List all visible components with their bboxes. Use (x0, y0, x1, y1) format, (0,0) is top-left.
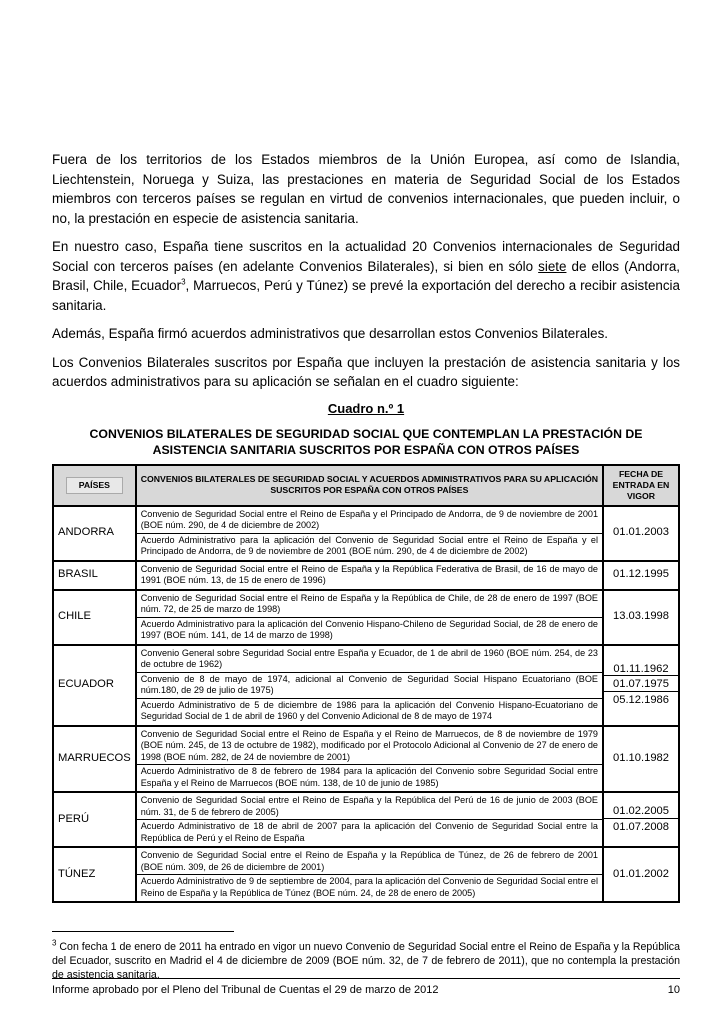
agreement-entry: Acuerdo Administrativo para la aplicación del Convenio Hispano-Chileno de Seguridad Social, de 28 de enero de 1997 (BOE núm. 141, de 14 de marzo de 1998) (137, 617, 602, 643)
table-header-row (53, 465, 679, 506)
footnote (52, 940, 680, 982)
agreement-entry: Acuerdo Administrativo para la aplicación del Convenio de Seguridad Social entre el Reino de España y el Principado de Andorra, de 9 de noviembre de 2001 (BOE núm. 290, de 4 de diciembre de 2002) (137, 533, 602, 559)
header-fecha: FECHA DE ENTRADA EN VIGOR (603, 465, 679, 506)
agreement-entry: Convenio de Seguridad Social entre el Reino de España y la República de Túnez, de 26 de febrero de 2001 (BOE núm. 309, de 26 de diciembre de 2001) (140, 850, 598, 872)
agreements-cell (136, 792, 603, 847)
agreements-cell (136, 561, 603, 590)
entry-date: 01.01.2003 (613, 526, 669, 539)
agreements-cell (136, 645, 603, 726)
agreement-entry: Acuerdo Administrativo de 5 de diciembre de 1986 para la aplicación del Convenio Hispano-Ecuatoriano de Seguridad Social de 1 de abril de 1960 y del Convenio Adicional de 8 de mayo de 1974 (137, 698, 602, 724)
agreement-entry: Convenio de Seguridad Social entre el Reino de España y el Reino de Marruecos, de 8 de noviembre de 1979 (BOE núm. 245, de 13 de octubre de 1982), modificado por el Protocolo Adicional al Convenio de 27 de enero de 1998 (BOE núm. 282, de 24 de noviembre de 2001) (140, 728, 598, 762)
agreements-cell (136, 506, 603, 561)
agreement-entry: Convenio de Seguridad Social entre el Reino de España y la República de Chile, de 28 de enero de 1997 (BOE núm. 72, de 25 de marzo de 1998) (140, 592, 598, 614)
agreement-entry: Acuerdo Administrativo de 8 de febrero de 1984 para la aplicación del Convenio sobre Seguridad Social entre España y el Reino de Marruecos (BOE núm. 138, de 10 de junio de 1985) (137, 764, 602, 790)
footnote-ref[interactable]: 3 (181, 277, 186, 287)
date-cell (603, 506, 679, 561)
table-label: Cuadro n.º 1 (327, 400, 405, 416)
paragraph-2-part-c: , Marruecos, Perú y Túnez) se prevé la exportación del derecho a recibir asistencia sanitaria. (52, 278, 680, 313)
paragraph-1: Fuera de los territorios de los Estados miembros de la Unión Europea, así como de Islandia, Liechtenstein, Noruega y Suiza, las prestaciones en materia de Seguridad Social de los Estados miembros con terceros países se regulan en virtud de convenios internacionales, que pueden incluir, o no, la prestación en especie de asistencia sanitaria. (52, 152, 680, 226)
paragraph-2-part-b: de ellos (Andorra, Brasil, Chile, Ecuador (52, 258, 680, 293)
entry-date: 01.12.1995 (613, 568, 669, 581)
entry-date: 01.07.1975 (604, 675, 678, 691)
date-cell (603, 726, 679, 793)
page-content (52, 150, 680, 982)
country-cell: ECUADOR (53, 645, 136, 726)
table-row (53, 645, 679, 726)
country-cell: BRASIL (53, 561, 136, 590)
table-row (53, 561, 679, 590)
paragraph-4: Los Convenios Bilaterales suscritos por España que incluyen la prestación de asistencia sanitaria y los acuerdos administrativos para su aplicación se señalan en el cuadro siguiente: (52, 354, 680, 389)
footer-text: Informe aprobado por el Pleno del Tribunal de Cuentas el 29 de marzo de 2012 (52, 984, 439, 996)
paragraph-2 (52, 237, 680, 315)
table-row (53, 847, 679, 902)
agreement-entry: Acuerdo Administrativo de 9 de septiembre de 2004, para la aplicación del Convenio de Seguridad Social entre el Reino de España y la República de Túnez (BOE núm. 24, de 28 de enero de 2005) (137, 874, 602, 900)
paragraph-2-part-a: En nuestro caso, España tiene suscritos en la actualidad 20 Convenios internacionales de Seguridad Social con terceros países (en adelante Convenios Bilaterales), si bien en sólo (52, 239, 680, 274)
entry-date: 01.10.1982 (613, 752, 669, 764)
country-cell: CHILE (53, 590, 136, 645)
agreement-entry: Convenio de Seguridad Social entre el Reino de España y la República Federativa de Brasil, de 16 de mayo de 1991 (BOE núm. 13, de 15 de enero de 1996) (140, 563, 598, 585)
entry-date: 01.01.2002 (613, 867, 669, 880)
agreements-cell (136, 590, 603, 645)
agreement-entry: Convenio de Seguridad Social entre el Reino de España y el Principado de Andorra, de 9 de noviembre de 2001 (BOE núm. 290, de 4 de diciembre de 2002) (140, 508, 598, 530)
footnote-divider (52, 931, 234, 932)
date-cell (603, 792, 679, 847)
date-cell (603, 561, 679, 590)
date-cell (603, 847, 679, 902)
underlined-word: siete (538, 258, 567, 274)
date-cell (603, 645, 679, 726)
country-cell: MARRUECOS (53, 726, 136, 793)
entry-date: 01.02.2005 (613, 805, 669, 817)
agreement-entry: Acuerdo Administrativo de 18 de abril de 2007 para la aplicación del Convenio de Seguridad Social entre la República de Perú y el Reino de España (137, 819, 602, 845)
entry-date: 01.11.1962 (613, 662, 669, 675)
table-row (53, 726, 679, 793)
agreement-entry: Convenio General sobre Seguridad Social entre España y Ecuador, de 1 de abril de 1960 (BOE núm. 254, de 23 de octubre de 1962) (140, 647, 598, 669)
agreements-table (52, 464, 680, 904)
agreement-entry: Convenio de 8 de mayo de 1974, adicional al Convenio de Seguridad Social Hispano Ecuatoriano (BOE núm.180, de 29 de julio de 1975) (137, 672, 602, 698)
table-title: CONVENIOS BILATERALES DE SEGURIDAD SOCIAL QUE CONTEMPLAN LA PRESTACIÓN DE ASISTENCIA SANITARIA SUSCRITOS POR ESPAÑA CON OTROS PAÍSES (89, 426, 643, 457)
table-body (53, 506, 679, 903)
header-paises: PAÍSES (53, 465, 136, 506)
agreement-entry: Convenio de Seguridad Social entre el Reino de España y la República del Perú de 16 de junio de 2003 (BOE núm. 31, de 5 de febrero de 2005) (140, 795, 598, 817)
country-cell: TÚNEZ (53, 847, 136, 902)
entry-date: 01.07.2008 (604, 818, 678, 834)
country-cell: ANDORRA (53, 506, 136, 561)
entry-date: 13.03.1998 (613, 610, 669, 623)
header-convenios: CONVENIOS BILATERALES DE SEGURIDAD SOCIAL Y ACUERDOS ADMINISTRATIVOS PARA SU APLICACIÓN SUSCRITOS POR ESPAÑA CON OTROS PAÍSES (136, 465, 603, 506)
agreements-cell (136, 847, 603, 902)
agreements-cell (136, 726, 603, 793)
page-footer (52, 978, 680, 996)
table-row (53, 590, 679, 645)
country-cell: PERÚ (53, 792, 136, 847)
page-number: 10 (667, 984, 680, 996)
paragraph-3: Además, España firmó acuerdos administrativos que desarrollan estos Convenios Bilaterales. (52, 326, 608, 341)
table-row (53, 506, 679, 561)
entry-date: 05.12.1986 (604, 691, 678, 707)
table-row (53, 792, 679, 847)
footnote-text: Con fecha 1 de enero de 2011 ha entrado en vigor un nuevo Convenio de Seguridad Social entre el Reino de España y la República del Ecuador, suscrito en Madrid el 4 de diciembre de 2009 (BOE núm. 32, de 7 de febrero de 2011), que no contempla la prestación de asistencia sanitaria. (52, 941, 680, 981)
date-cell (603, 590, 679, 645)
footnote-mark: 3 (52, 938, 57, 948)
